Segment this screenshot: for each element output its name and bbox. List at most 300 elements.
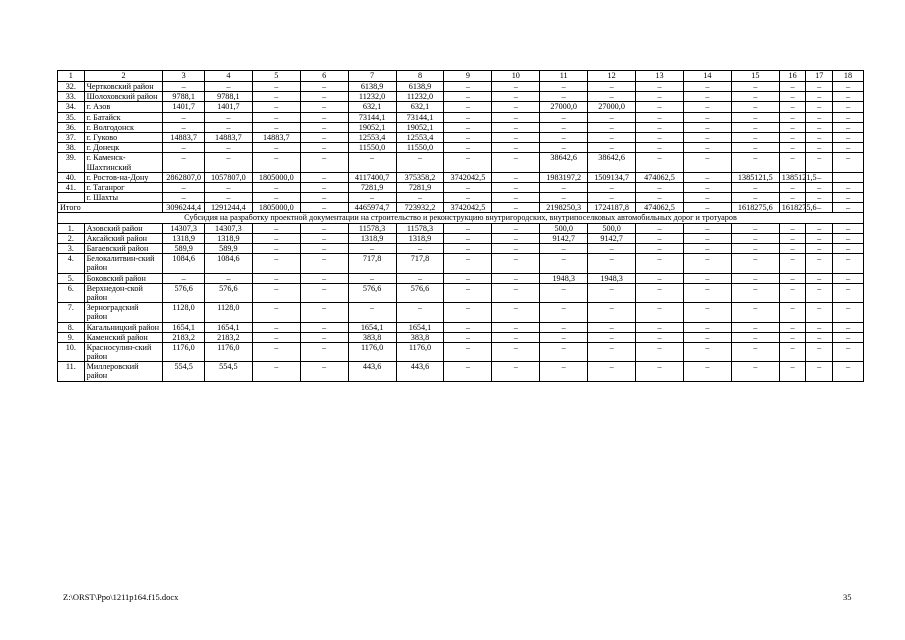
value-cell: 38642,6: [588, 153, 636, 172]
value-cell: –: [300, 362, 348, 381]
value-cell: –: [444, 153, 492, 172]
table-row: [58, 322, 864, 332]
value-cell: –: [731, 283, 779, 302]
value-cell: –: [252, 182, 300, 192]
value-cell: –: [636, 223, 684, 233]
value-cell: –: [444, 233, 492, 243]
value-cell: –: [252, 122, 300, 132]
value-cell: –: [492, 303, 540, 322]
value-cell: –: [806, 112, 833, 122]
value-cell: –: [636, 182, 684, 192]
value-cell: 576,6: [163, 283, 205, 302]
municipality-name: Кагальницкий район: [84, 322, 163, 332]
value-cell: 1654,1: [204, 322, 252, 332]
value-cell: –: [540, 342, 588, 361]
column-number-header: 16: [779, 71, 806, 82]
municipality-name: Белокалитвин-ский район: [84, 254, 163, 273]
value-cell: 1318,9: [204, 233, 252, 243]
value-cell: –: [636, 102, 684, 112]
value-cell: –: [683, 182, 731, 192]
municipality-name: г. Ростов-на-Дону: [84, 172, 163, 182]
value-cell: –: [252, 273, 300, 283]
row-number: 36.: [58, 122, 85, 132]
municipality-name: г. Донецк: [84, 143, 163, 153]
value-cell: –: [300, 303, 348, 322]
municipality-name: Верхнедон-ской район: [84, 283, 163, 302]
value-cell: –: [731, 233, 779, 243]
value-cell: –: [492, 244, 540, 254]
value-cell: –: [540, 303, 588, 322]
value-cell: –: [731, 82, 779, 92]
value-cell: –: [396, 244, 444, 254]
total-value-cell: 1724187,8: [588, 203, 636, 213]
value-cell: 14883,7: [252, 132, 300, 142]
value-cell: –: [731, 223, 779, 233]
value-cell: –: [731, 332, 779, 342]
value-cell: –: [636, 273, 684, 283]
value-cell: –: [492, 82, 540, 92]
row-number: 38.: [58, 143, 85, 153]
column-number-header: 14: [683, 71, 731, 82]
value-cell: –: [731, 182, 779, 192]
value-cell: –: [540, 193, 588, 203]
value-cell: –: [300, 332, 348, 342]
value-cell: –: [833, 244, 864, 254]
value-cell: –: [731, 244, 779, 254]
value-cell: 1654,1: [348, 322, 396, 332]
table-row: [58, 303, 864, 322]
value-cell: –: [833, 82, 864, 92]
value-cell: –: [252, 303, 300, 322]
value-cell: –: [492, 122, 540, 132]
value-cell: 1084,6: [163, 254, 205, 273]
value-cell: –: [252, 223, 300, 233]
value-cell: –: [683, 193, 731, 203]
column-number-header: 15: [731, 71, 779, 82]
value-cell: –: [683, 143, 731, 153]
value-cell: 11232,0: [396, 92, 444, 102]
value-cell: 11578,3: [396, 223, 444, 233]
row-number: 4.: [58, 254, 85, 273]
table-row: [58, 223, 864, 233]
row-number: 34.: [58, 102, 85, 112]
value-cell: 11550,0: [348, 143, 396, 153]
value-cell: 3742042,5: [444, 172, 492, 182]
value-cell: –: [636, 143, 684, 153]
value-cell: –: [348, 193, 396, 203]
value-cell: –: [833, 112, 864, 122]
municipality-name: Зерноградский район: [84, 303, 163, 322]
table-row: [58, 182, 864, 192]
table-row: [58, 332, 864, 342]
total-row: [58, 203, 864, 213]
value-cell: –: [300, 223, 348, 233]
value-cell: –: [588, 332, 636, 342]
value-cell: –: [252, 153, 300, 172]
value-cell: 576,6: [348, 283, 396, 302]
value-cell: –: [204, 82, 252, 92]
municipality-name: г. Таганрог: [84, 182, 163, 192]
value-cell: –: [444, 362, 492, 381]
value-cell: –: [683, 172, 731, 182]
value-cell: 6138,9: [396, 82, 444, 92]
value-cell: –: [731, 92, 779, 102]
value-cell: 4117400,7: [348, 172, 396, 182]
value-cell: –: [683, 112, 731, 122]
value-cell: –: [300, 153, 348, 172]
value-cell: –: [806, 273, 833, 283]
value-cell: –: [806, 182, 833, 192]
value-cell: 1654,1: [163, 322, 205, 332]
value-cell: –: [492, 254, 540, 273]
municipality-name: Багаевский район: [84, 244, 163, 254]
table-row: [58, 283, 864, 302]
value-cell: 9788,1: [163, 92, 205, 102]
total-value-cell: 723932,2: [396, 203, 444, 213]
value-cell: –: [636, 283, 684, 302]
column-number-header: 17: [806, 71, 833, 82]
total-value-cell: 2198250,3: [540, 203, 588, 213]
value-cell: –: [540, 143, 588, 153]
value-cell: –: [683, 92, 731, 102]
table-row: [58, 233, 864, 243]
value-cell: 11232,0: [348, 92, 396, 102]
value-cell: –: [204, 122, 252, 132]
value-cell: 589,9: [204, 244, 252, 254]
value-cell: 500,0: [588, 223, 636, 233]
table-row: [58, 342, 864, 361]
value-cell: –: [683, 273, 731, 283]
value-cell: –: [540, 244, 588, 254]
column-number-header: 13: [636, 71, 684, 82]
row-number: 33.: [58, 92, 85, 102]
value-cell: 14307,3: [163, 223, 205, 233]
value-cell: –: [636, 244, 684, 254]
value-cell: 27000,0: [540, 102, 588, 112]
value-cell: –: [779, 362, 806, 381]
value-cell: 1509134,7: [588, 172, 636, 182]
value-cell: –: [683, 153, 731, 172]
municipality-name: г. Батайск: [84, 112, 163, 122]
value-cell: –: [163, 143, 205, 153]
value-cell: –: [444, 273, 492, 283]
value-cell: –: [731, 132, 779, 142]
value-cell: –: [492, 112, 540, 122]
value-cell: –: [300, 172, 348, 182]
value-cell: –: [588, 92, 636, 102]
value-cell: –: [779, 233, 806, 243]
value-cell: –: [588, 303, 636, 322]
value-cell: –: [540, 362, 588, 381]
row-number: 3.: [58, 244, 85, 254]
value-cell: –: [806, 283, 833, 302]
row-number: 2.: [58, 233, 85, 243]
value-cell: –: [731, 303, 779, 322]
value-cell: –: [806, 102, 833, 112]
value-cell: –: [833, 143, 864, 153]
value-cell: –: [492, 332, 540, 342]
table-row: [58, 172, 864, 182]
value-cell: 9788,1: [204, 92, 252, 102]
value-cell: –: [252, 342, 300, 361]
value-cell: 14307,3: [204, 223, 252, 233]
column-number-header: 7: [348, 71, 396, 82]
municipality-name: Миллеровский район: [84, 362, 163, 381]
column-number-header: 11: [540, 71, 588, 82]
value-cell: 2862807,0: [163, 172, 205, 182]
value-cell: –: [540, 82, 588, 92]
value-cell: –: [806, 322, 833, 332]
value-cell: –: [540, 322, 588, 332]
value-cell: –: [779, 92, 806, 102]
value-cell: –: [492, 233, 540, 243]
column-number-header: 4: [204, 71, 252, 82]
value-cell: –: [300, 132, 348, 142]
value-cell: 1176,0: [204, 342, 252, 361]
value-cell: 14883,7: [163, 132, 205, 142]
value-cell: –: [252, 102, 300, 112]
value-cell: 1057807,0: [204, 172, 252, 182]
value-cell: –: [636, 332, 684, 342]
value-cell: –: [492, 223, 540, 233]
value-cell: 1983197,2: [540, 172, 588, 182]
value-cell: 576,6: [396, 283, 444, 302]
value-cell: –: [731, 153, 779, 172]
value-cell: –: [779, 102, 806, 112]
municipality-name: г. Волгодонск: [84, 122, 163, 132]
row-number: 9.: [58, 332, 85, 342]
value-cell: –: [806, 303, 833, 322]
value-cell: –: [806, 244, 833, 254]
table-body: [58, 71, 864, 382]
value-cell: –: [540, 132, 588, 142]
value-cell: –: [204, 143, 252, 153]
municipality-name: Азовский район: [84, 223, 163, 233]
value-cell: –: [833, 254, 864, 273]
column-number-header: 10: [492, 71, 540, 82]
value-cell: –: [444, 283, 492, 302]
row-number: 7.: [58, 303, 85, 322]
value-cell: –: [588, 283, 636, 302]
total-value-cell: –: [492, 203, 540, 213]
value-cell: –: [731, 342, 779, 361]
footer-file-path: Z:\ORST\Ppo\1211p164.f15.docx: [63, 592, 179, 602]
column-number-header: 3: [163, 71, 205, 82]
value-cell: –: [444, 342, 492, 361]
municipality-name: г. Азов: [84, 102, 163, 112]
value-cell: 1318,9: [348, 233, 396, 243]
value-cell: –: [779, 182, 806, 192]
municipality-name: Каменский район: [84, 332, 163, 342]
value-cell: –: [588, 182, 636, 192]
value-cell: 73144,1: [396, 112, 444, 122]
value-cell: –: [636, 322, 684, 332]
value-cell: –: [252, 332, 300, 342]
value-cell: –: [300, 233, 348, 243]
table-row: [58, 102, 864, 112]
row-number: 6.: [58, 283, 85, 302]
value-cell: –: [492, 273, 540, 283]
value-cell: –: [492, 182, 540, 192]
value-cell: –: [348, 153, 396, 172]
total-value-cell: 474062,5: [636, 203, 684, 213]
value-cell: –: [636, 193, 684, 203]
value-cell: –: [833, 273, 864, 283]
value-cell: –: [779, 332, 806, 342]
value-cell: 554,5: [163, 362, 205, 381]
total-value-cell: 1618275,6: [731, 203, 779, 213]
municipality-name: г. Шахты: [84, 193, 163, 203]
value-cell: –: [163, 82, 205, 92]
value-cell: –: [444, 82, 492, 92]
municipality-name: Красносулин-ский район: [84, 342, 163, 361]
value-cell: 9142,7: [540, 233, 588, 243]
value-cell: –: [300, 92, 348, 102]
value-cell: –: [444, 193, 492, 203]
municipality-name: Чертковский район: [84, 82, 163, 92]
value-cell: –: [779, 193, 806, 203]
section-title: Субсидия на разработку проектной документации на строительство и реконструкцию внутригородских, внутрипоселковых автомобильных дорог и тротуаров: [58, 213, 864, 223]
value-cell: –: [444, 303, 492, 322]
total-value-cell: –: [806, 203, 833, 213]
value-cell: 1385121,5: [779, 172, 806, 182]
value-cell: –: [806, 362, 833, 381]
column-number-header: 9: [444, 71, 492, 82]
row-number: 10.: [58, 342, 85, 361]
value-cell: –: [492, 362, 540, 381]
value-cell: –: [300, 102, 348, 112]
value-cell: 383,8: [348, 332, 396, 342]
table-row: [58, 254, 864, 273]
value-cell: –: [779, 112, 806, 122]
value-cell: 1128,0: [163, 303, 205, 322]
value-cell: –: [833, 283, 864, 302]
value-cell: –: [492, 342, 540, 361]
value-cell: –: [163, 182, 205, 192]
value-cell: 9142,7: [588, 233, 636, 243]
table-row: [58, 122, 864, 132]
row-number: 40.: [58, 172, 85, 182]
value-cell: –: [588, 244, 636, 254]
value-cell: –: [779, 223, 806, 233]
value-cell: –: [252, 362, 300, 381]
value-cell: –: [348, 273, 396, 283]
value-cell: –: [779, 82, 806, 92]
value-cell: –: [779, 143, 806, 153]
value-cell: –: [731, 122, 779, 132]
value-cell: –: [636, 342, 684, 361]
value-cell: –: [731, 322, 779, 332]
value-cell: –: [806, 143, 833, 153]
value-cell: 443,6: [348, 362, 396, 381]
value-cell: –: [444, 244, 492, 254]
value-cell: –: [252, 233, 300, 243]
value-cell: –: [779, 322, 806, 332]
value-cell: –: [492, 143, 540, 153]
table-row: [58, 143, 864, 153]
value-cell: 14883,7: [204, 132, 252, 142]
value-cell: –: [683, 132, 731, 142]
section-title-row: [58, 213, 864, 223]
value-cell: 1948,3: [540, 273, 588, 283]
column-number-header: 2: [84, 71, 163, 82]
value-cell: –: [683, 82, 731, 92]
header-row: [58, 71, 864, 82]
value-cell: –: [300, 122, 348, 132]
table-row: [58, 82, 864, 92]
value-cell: –: [252, 254, 300, 273]
value-cell: [833, 172, 864, 182]
value-cell: –: [588, 322, 636, 332]
value-cell: –: [833, 362, 864, 381]
value-cell: –: [833, 193, 864, 203]
municipality-name: г. Гуково: [84, 132, 163, 142]
value-cell: –: [731, 102, 779, 112]
total-value-cell: –: [683, 203, 731, 213]
value-cell: 1805000,0: [252, 172, 300, 182]
value-cell: –: [252, 283, 300, 302]
value-cell: –: [492, 322, 540, 332]
value-cell: –: [833, 332, 864, 342]
value-cell: –: [540, 254, 588, 273]
value-cell: –: [540, 182, 588, 192]
value-cell: –: [492, 92, 540, 102]
value-cell: –: [300, 283, 348, 302]
value-cell: –: [636, 122, 684, 132]
value-cell: 632,1: [348, 102, 396, 112]
value-cell: –: [806, 82, 833, 92]
value-cell: –: [683, 342, 731, 361]
column-number-header: 1: [58, 71, 85, 82]
value-cell: 11550,0: [396, 143, 444, 153]
value-cell: –: [636, 112, 684, 122]
value-cell: –: [492, 102, 540, 112]
total-value-cell: 1805000,0: [252, 203, 300, 213]
value-cell: –: [833, 223, 864, 233]
value-cell: –: [833, 182, 864, 192]
value-cell: –: [492, 153, 540, 172]
value-cell: –: [444, 322, 492, 332]
value-cell: 12553,4: [396, 132, 444, 142]
value-cell: –: [806, 193, 833, 203]
value-cell: –: [588, 254, 636, 273]
value-cell: –: [806, 332, 833, 342]
value-cell: –: [683, 102, 731, 112]
row-number: 8.: [58, 322, 85, 332]
value-cell: –: [204, 193, 252, 203]
value-cell: –: [444, 254, 492, 273]
total-value-cell: 1291244,4: [204, 203, 252, 213]
value-cell: –: [252, 82, 300, 92]
value-cell: –: [252, 143, 300, 153]
value-cell: –: [683, 254, 731, 273]
value-cell: –: [806, 132, 833, 142]
value-cell: –: [779, 273, 806, 283]
value-cell: –: [300, 273, 348, 283]
value-cell: –: [300, 244, 348, 254]
table-row: [58, 193, 864, 203]
value-cell: –: [348, 303, 396, 322]
value-cell: –: [444, 182, 492, 192]
table-row: [58, 244, 864, 254]
value-cell: –: [683, 322, 731, 332]
column-number-header: 5: [252, 71, 300, 82]
value-cell: –: [300, 322, 348, 332]
value-cell: 73144,1: [348, 112, 396, 122]
value-cell: –: [204, 182, 252, 192]
value-cell: 717,8: [348, 254, 396, 273]
value-cell: –: [540, 92, 588, 102]
